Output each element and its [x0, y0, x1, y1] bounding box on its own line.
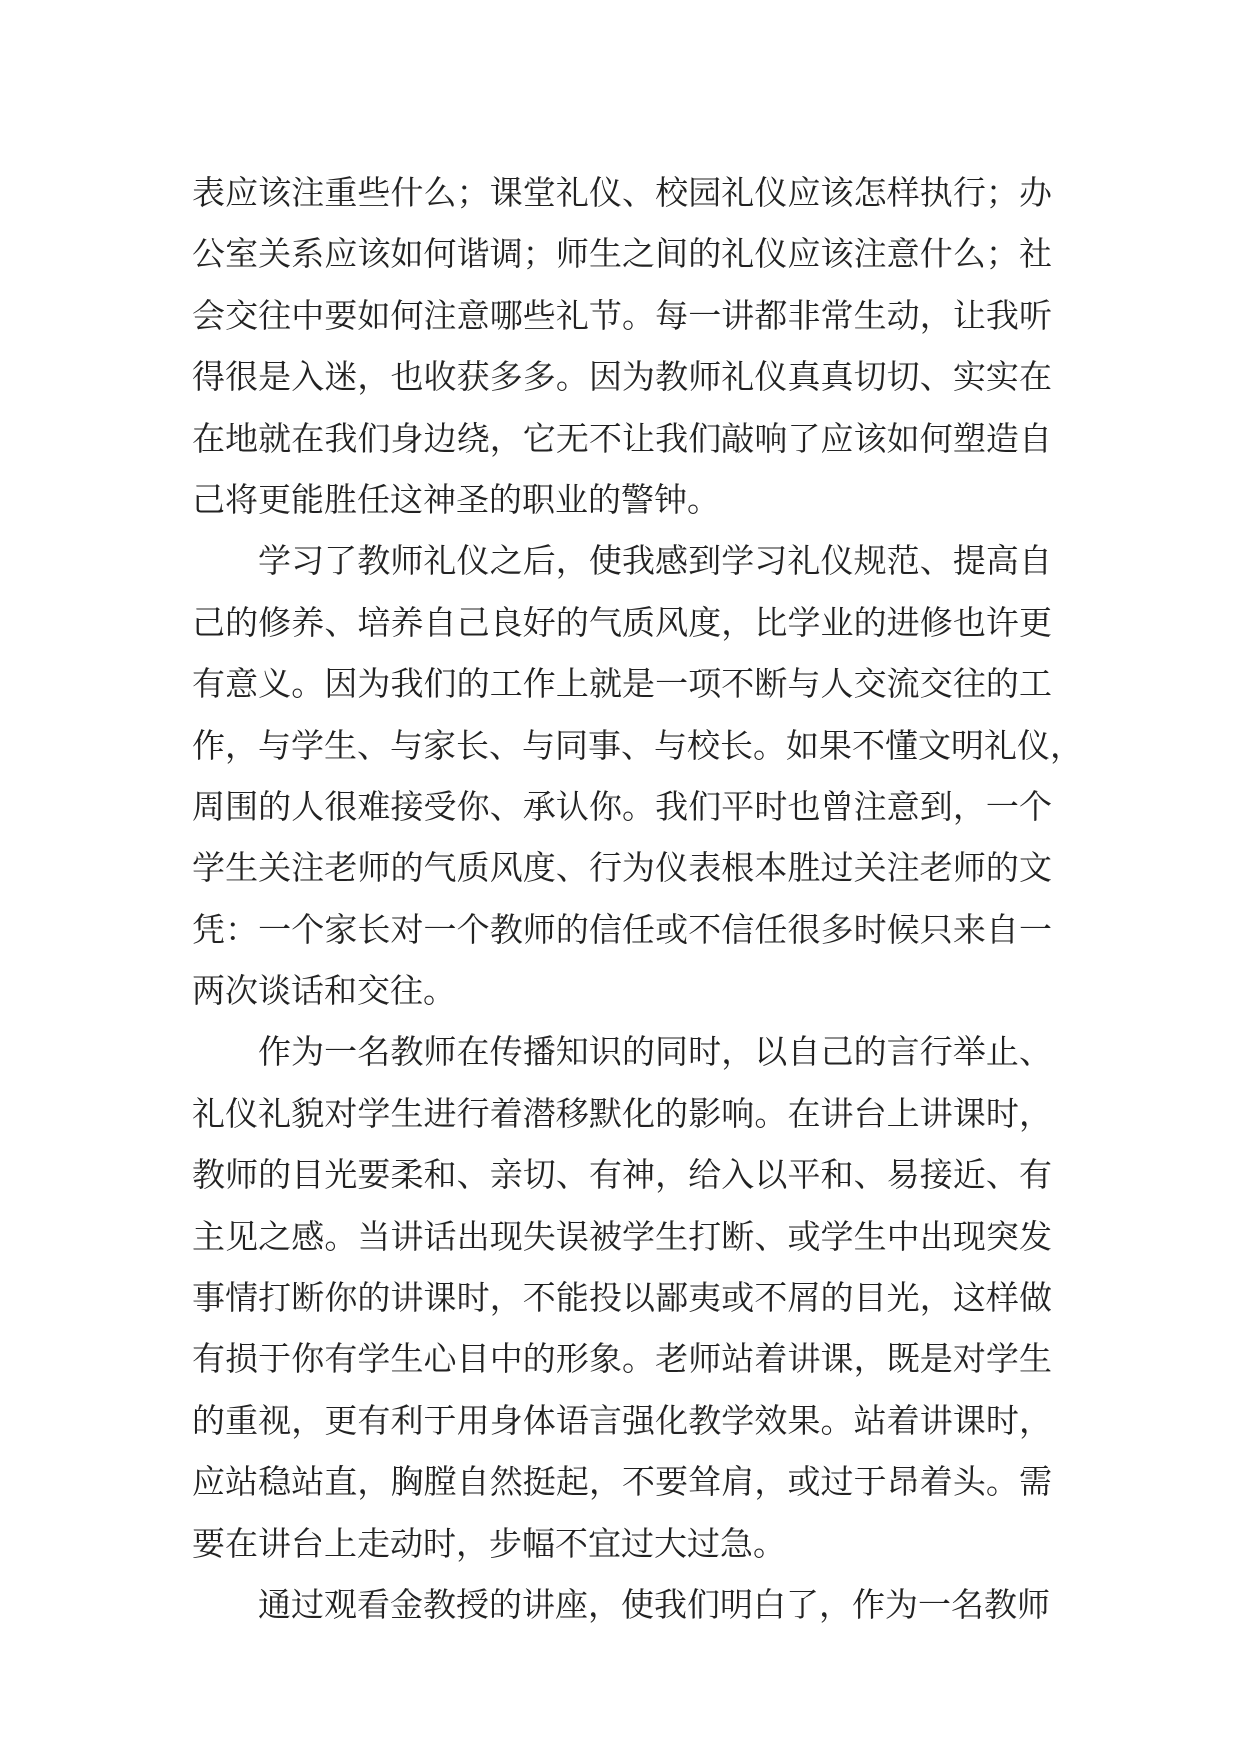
text-line: 公室关系应该如何谐调；师生之间的礼仪应该注意什么；社 — [192, 234, 1052, 274]
text-line: 学生关注老师的气质风度、行为仪表根本胜过关注老师的文 — [192, 848, 1052, 888]
text-line: 作，与学生、与家长、与同事、与校长。如果不懂文明礼仪， — [192, 725, 1083, 765]
text-line: 要在讲台上走动时，步幅不宜过大过急。 — [192, 1523, 786, 1563]
text-line: 己将更能胜任这神圣的职业的警钟。 — [192, 479, 720, 519]
text-line: 得很是入迷，也收获多多。因为教师礼仪真真切切、实实在 — [192, 357, 1052, 397]
text-line: 在地就在我们身边绕，它无不让我们敲响了应该如何塑造自 — [192, 418, 1052, 458]
text-line: 应站稳站直，胸膛自然挺起，不要耸肩，或过于昂着头。需 — [192, 1462, 1052, 1502]
paragraph-first-line: 作为一名教师在传播知识的同时，以自己的言行举止、 — [258, 1032, 1052, 1072]
text-line: 教师的目光要柔和、亲切、有神，给入以平和、易接近、有 — [192, 1155, 1052, 1195]
text-line: 主见之感。当讲话出现失误被学生打断、或学生中出现突发 — [192, 1216, 1052, 1256]
text-line: 有意义。因为我们的工作上就是一项不断与人交流交往的工 — [192, 664, 1052, 704]
text-line: 事情打断你的讲课时，不能投以鄙夷或不屑的目光，这样做 — [192, 1278, 1052, 1318]
paragraph-first-line: 通过观看金教授的讲座，使我们明白了，作为一名教师 — [258, 1584, 1050, 1624]
text-line: 凭：一个家长对一个教师的信任或不信任很多时候只来自一 — [192, 909, 1052, 949]
text-line: 两次谈话和交往。 — [192, 971, 456, 1011]
text-line: 己的修养、培养自己良好的气质风度，比学业的进修也许更 — [192, 602, 1052, 642]
document-body — [192, 162, 1083, 1635]
text-line: 有损于你有学生心目中的形象。老师站着讲课，既是对学生 — [192, 1339, 1052, 1379]
text-line: 周围的人很难接受你、承认你。我们平时也曾注意到，一个 — [192, 786, 1052, 826]
text-line: 表应该注重些什么；课堂礼仪、校园礼仪应该怎样执行；办 — [192, 173, 1052, 212]
text-line: 礼仪礼貌对学生进行着潜移默化的影响。在讲台上讲课时， — [192, 1093, 1052, 1133]
paragraph-first-line: 学习了教师礼仪之后，使我感到学习礼仪规范、提高自 — [258, 541, 1052, 581]
text-line: 的重视，更有利于用身体语言强化教学效果。站着讲课时， — [192, 1400, 1052, 1440]
text-line: 会交往中要如何注意哪些礼节。每一讲都非常生动，让我听 — [192, 295, 1052, 335]
